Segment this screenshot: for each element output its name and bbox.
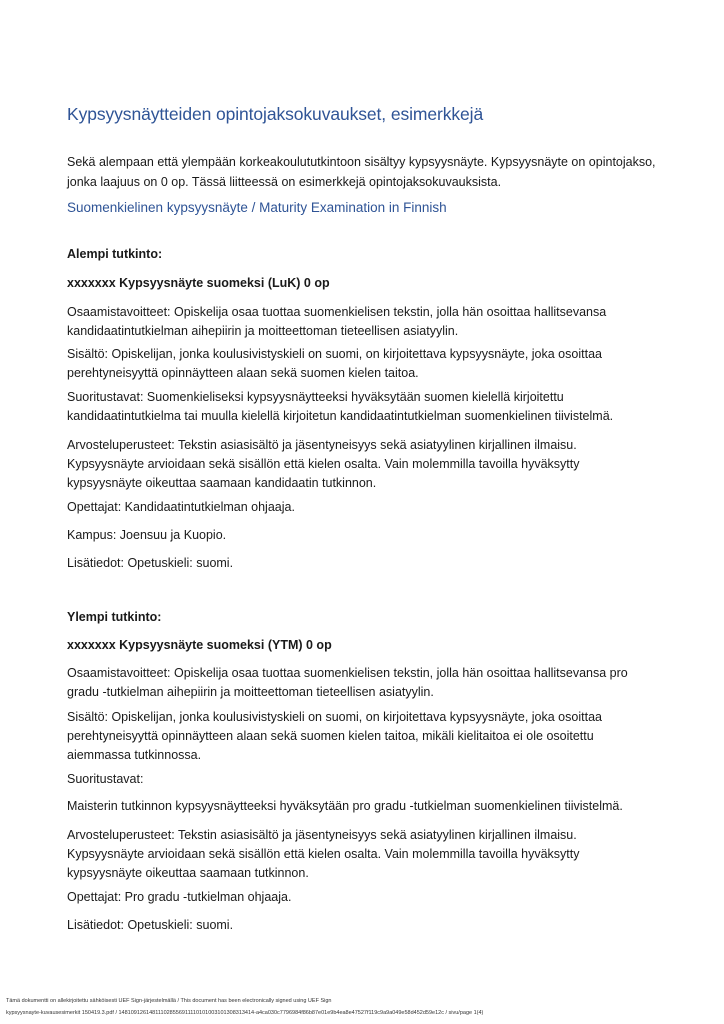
document-id-footer-line: kypsyysnayte-kuvausesimerkit 150419.3.pdf / 148109126148111028556911110101003101308313414-a4ca030c7796984f86b87e01e9b4ea8e47527f119c9a9a049e58d452d59e12c / sivu/page 1(4) bbox=[6, 1010, 484, 1016]
lower-campus: Kampus: Joensuu ja Kuopio. bbox=[67, 528, 227, 542]
signature-footer-line: Tämä dokumentti on allekirjoitettu sähköisesti UEF Sign-järjestelmällä / This document has been electronically signed using UEF Sign bbox=[6, 998, 332, 1004]
upper-degree-heading: Ylempi tutkinto: bbox=[67, 610, 162, 624]
lower-completion: Suoritustavat: Suomenkieliseksi kypsyysnäytteeksi hyväksytään suomen kielellä kirjoitettu kandidaatintutkielma tai muulla kielellä kirjoitetun kandidaatintutkielman suomenkielinen tiivistelmä. bbox=[67, 390, 614, 423]
upper-content: Sisältö: Opiskelijan, jonka koulusivistyskieli on suomi, on kirjoitettava kypsyysnäyte, joka osoittaa perehtyneisyyttä opinnäytteen alaan sekä suomen kielen taitoa, mikäli kielitaitoa ei ole osoitettu aiemmassa tutkinnossa. bbox=[67, 710, 602, 762]
intro-paragraph: Sekä alempaan että ylempään korkeakoulututkintoon sisältyy kypsyysnäyte. Kypsyysnäyte on opintojakso, jonka laajuus on 0 op. Tässä liitteessä on esimerkkejä opintojaksokuvauksista. bbox=[67, 155, 656, 189]
lower-content: Sisältö: Opiskelijan, jonka koulusivistyskieli on suomi, on kirjoitettava kypsyysnäyte, joka osoittaa perehtyneisyyttä opinnäytteen alaan sekä suomen kielen taitoa. bbox=[67, 347, 602, 380]
lower-teachers: Opettajat: Kandidaatintutkielman ohjaaja. bbox=[67, 500, 295, 514]
upper-completion: Maisterin tutkinnon kypsyysnäytteeksi hyväksytään pro gradu -tutkielman suomenkielinen tiivistelmä. bbox=[67, 799, 623, 813]
upper-course-title: xxxxxxx Kypsyysnäyte suomeksi (YTM) 0 op bbox=[67, 638, 332, 652]
lower-assessment: Arvosteluperusteet: Tekstin asiasisältö ja jäsentyneisyys sekä asiatyylinen kirjallinen ilmaisu. Kypsyysnäyte arvioidaan sekä sisällön että kielen osalta. Vain molemmilla tavoilla hyväksytty kypsyysnäyte oikeuttaa saamaan kandidaatin tutkinnon. bbox=[67, 438, 580, 490]
lower-info: Lisätiedot: Opetuskieli: suomi. bbox=[67, 556, 234, 570]
lower-objectives: Osaamistavoitteet: Opiskelija osaa tuottaa suomenkielisen tekstin, jolla hän osoittaa hallitsevansa kandidaatintutkielman aihepiirin ja moitteettoman tieteellisen asiatyylin. bbox=[67, 305, 607, 338]
upper-info: Lisätiedot: Opetuskieli: suomi. bbox=[67, 918, 234, 932]
lower-degree-heading: Alempi tutkinto: bbox=[67, 247, 163, 261]
upper-teachers: Opettajat: Pro gradu -tutkielman ohjaaja. bbox=[67, 890, 292, 904]
upper-assessment: Arvosteluperusteet: Tekstin asiasisältö ja jäsentyneisyys sekä asiatyylinen kirjallinen ilmaisu. Kypsyysnäyte arvioidaan sekä sisällön että kielen osalta. Vain molemmilla tavoilla hyväksytty kypsyysnäyte oikeuttaa saamaan tutkinnon. bbox=[67, 828, 580, 880]
section-subheading: Suomenkielinen kypsyysnäyte / Maturity Examination in Finnish bbox=[67, 200, 447, 215]
page-title: Kypsyysnäytteiden opintojaksokuvaukset, esimerkkejä bbox=[67, 104, 484, 124]
lower-course-title: xxxxxxx Kypsyysnäyte suomeksi (LuK) 0 op bbox=[67, 276, 330, 290]
upper-completion-label: Suoritustavat: bbox=[67, 772, 144, 786]
upper-objectives: Osaamistavoitteet: Opiskelija osaa tuottaa suomenkielisen tekstin, jolla hän osoittaa hallitsevansa pro gradu -tutkielman aihepiirin ja moitteettoman tieteellisen asiatyylin. bbox=[67, 666, 628, 699]
